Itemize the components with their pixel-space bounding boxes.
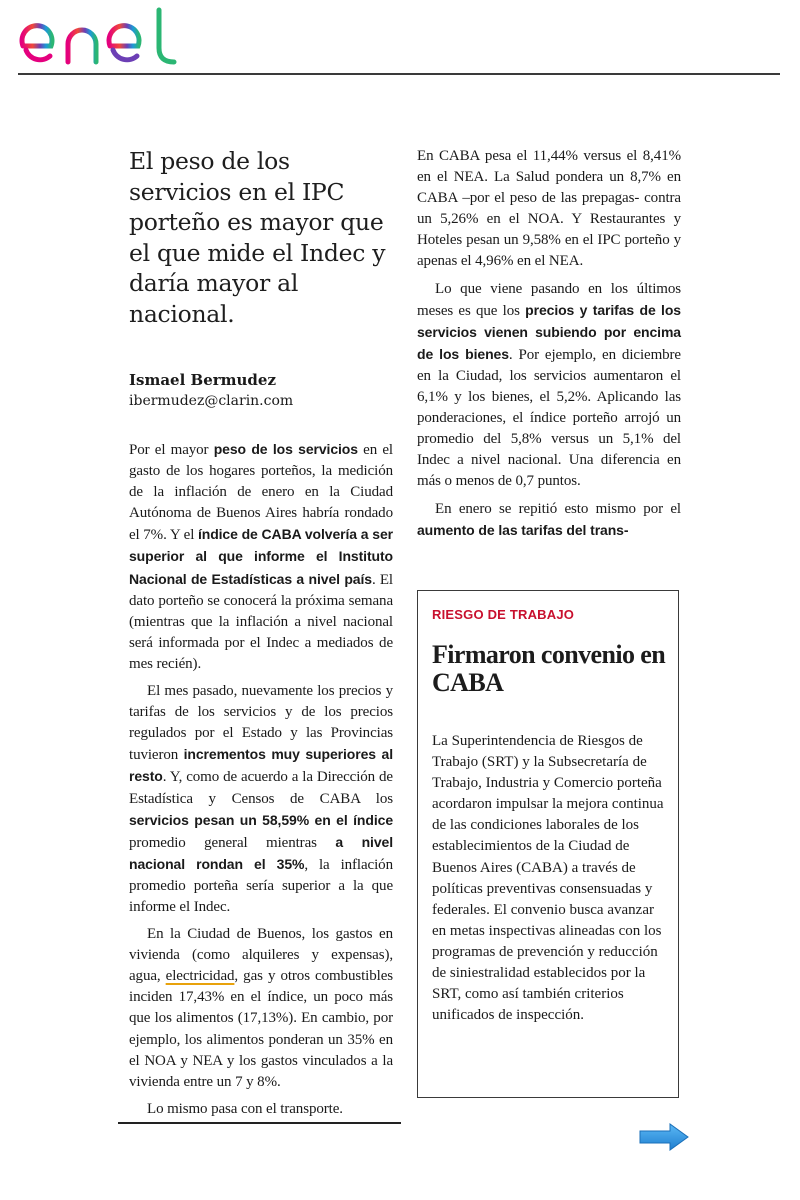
article-body-left (129, 439, 393, 1120)
article-right-column (417, 146, 681, 542)
enel-logo (16, 6, 186, 68)
article-left-column (129, 146, 393, 1120)
right-arrow-icon[interactable] (638, 1122, 690, 1152)
paragraph: El mes pasado, nuevamente los precios y tarifas de los servicios y de los precios regulados por el Estado y las Provincias tuvieron incrementos muy superiores al resto. Y, como de acuerdo a la Dirección de Estadística y Censos de CABA los servicios pesan un 58,59% en el índice promedio general mientras a nivel nacional rondan el 35%, la inflación promedio porteña sería superior a la que informe el Indec. (129, 683, 393, 915)
author-email[interactable]: ibermudez@clarin.com (129, 393, 294, 409)
box-kicker: RIESGO DE TRABAJO (432, 607, 575, 622)
article-headline: El peso de los servicios en el IPC porteño es mayor que el que mide el Indec y daría mayor al nacional. (129, 147, 386, 328)
paragraph: Lo que viene pasando en los últimos meses es que los precios y tarifas de los servicios vienen subiendo por encima de los bienes. Por ejemplo, en diciembre en la Ciudad, los servicios aumentaron el 6,1% y los bienes, el 5,2%. Aplicando las ponderaciones, el índice porteño arrojó un promedio del 5,8% versus un 5,1% del Indec a nivel nacional. Una diferencia en más o menos de 0,7 puntos. (417, 280, 681, 490)
box-title: Firmaron convenio en CABA (432, 640, 666, 697)
header-divider (18, 73, 780, 75)
box-body: La Superintendencia de Riesgos de Trabajo (SRT) y la Subsecretaría de Trabajo, Industria y Comercio porteña acordaron impulsar la mejora continua de las condiciones laborales de los establecimientos de la Ciudad de Buenos Aires (CABA) a través de políticas preventivas consensuadas y federales. El convenio busca avanzar en metas inspectivas alineadas con los programas de prevención y reducción de siniestralidad establecidos por la SRT, como así también criterios unificados de inspección. (432, 733, 664, 1024)
paragraph: En enero se repitió esto mismo por el aumento de las tarifas del trans- (417, 500, 681, 538)
paragraph: Por el mayor peso de los servicios en el gasto de los hogares porteños, la medición de la inflación de enero en la Ciudad Autónoma de Buenos Aires habría rondado el 7%. Y el índice de CABA volvería a ser superior al que informe el Instituto Nacional de Estadísticas a nivel país. El dato porteño se conocerá la próxima semana (mientras que la inflación a nivel nacional será informada por el Indec a mediados de mes recién). (129, 441, 393, 672)
paragraph: En CABA pesa el 11,44% versus el 8,41% en el NEA. La Salud pondera un 8,7% en CABA –por el peso de las prepagas- contra un 5,26% en el NOA. Y Restaurantes y Hoteles pesan un 9,58% en el IPC porteño y apenas el 4,96% en el NEA. (417, 148, 681, 270)
footer-divider (118, 1122, 401, 1124)
paragraph: En la Ciudad de Buenos, los gastos en vivienda (como alquileres y expensas), agua, electricidad, gas y otros combustibles inciden 17,43% en el índice, un poco más que los alimentos (17,13%). En cambio, por ejemplo, los alimentos ponderan un 35% en el NOA y NEA y los gastos vinculados a la vivienda entre un 7 y 8%. (129, 926, 393, 1090)
author-name: Ismael Bermudez (129, 371, 276, 389)
electricidad-link[interactable]: electricidad (165, 968, 235, 985)
paragraph: Lo mismo pasa con el transporte. (147, 1100, 343, 1117)
sidebar-box (417, 590, 679, 1098)
